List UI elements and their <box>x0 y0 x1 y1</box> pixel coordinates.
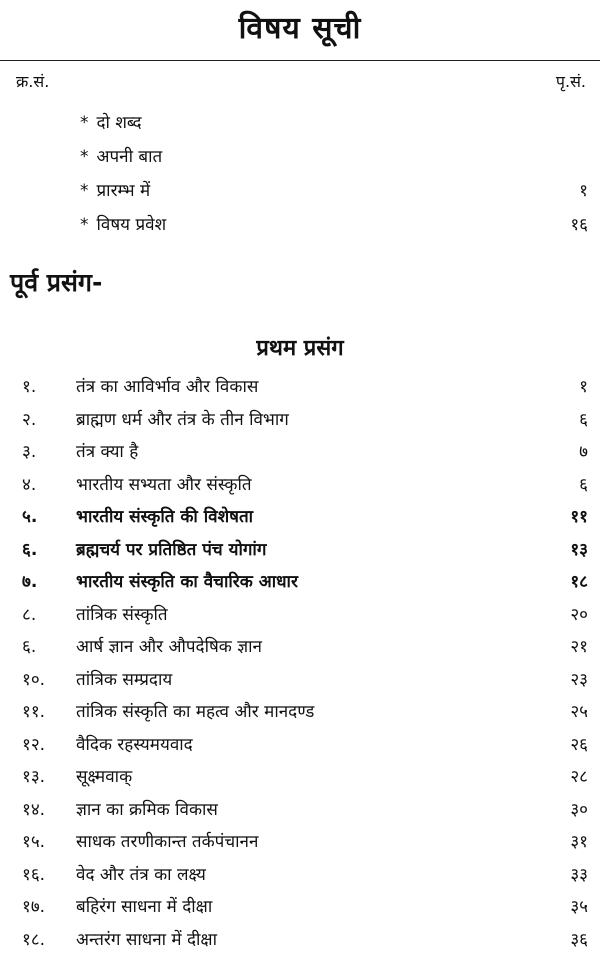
bullet-icon: * <box>80 215 89 235</box>
toc-row <box>22 634 588 667</box>
toc-number: २. <box>22 407 76 430</box>
toc-page: ३० <box>548 797 588 820</box>
intro-item-label: प्रारम्भ में <box>97 181 151 201</box>
toc-number: ३. <box>22 439 76 462</box>
toc-number: १८. <box>22 927 76 950</box>
toc-label: तंत्र क्या है <box>76 439 548 462</box>
bullet-icon: * <box>80 181 89 201</box>
toc-label: सूक्ष्मवाक् <box>76 764 548 787</box>
toc-row <box>22 667 588 700</box>
toc-label: तांत्रिक संस्कृति <box>76 602 548 625</box>
toc-label: वैदिक रहस्यमयवाद <box>76 732 548 755</box>
toc-page: २८ <box>548 764 588 787</box>
toc-row <box>22 699 588 732</box>
toc-row <box>22 439 588 472</box>
toc-row <box>22 504 588 537</box>
toc-page: ६ <box>548 407 588 430</box>
toc-list <box>22 374 588 959</box>
toc-label: तांत्रिक संस्कृति का महत्व और मानदण्ड <box>76 699 548 722</box>
toc-row <box>22 862 588 895</box>
toc-row <box>22 569 588 602</box>
toc-number: १२. <box>22 732 76 755</box>
intro-item-label: दो शब्द <box>97 113 142 133</box>
toc-page: २० <box>548 602 588 625</box>
section-heading: पूर्व प्रसंग- <box>10 265 102 299</box>
toc-row <box>22 829 588 862</box>
toc-label: तंत्र का आविर्भाव और विकास <box>76 374 548 397</box>
intro-item-label: विषय प्रवेश <box>97 215 167 235</box>
toc-row <box>22 797 588 830</box>
intro-item-label: अपनी बात <box>97 147 163 167</box>
toc-label: भारतीय सभ्यता और संस्कृति <box>76 472 548 495</box>
toc-label: भारतीय संस्कृति का वैचारिक आधार <box>76 569 548 592</box>
toc-page: ६ <box>548 472 588 495</box>
toc-page: १८ <box>548 569 588 592</box>
toc-row <box>22 407 588 440</box>
intro-item-page: १ <box>579 178 588 201</box>
page-title: विषय सूची <box>0 6 600 47</box>
serial-column-header: क्र.सं. <box>16 70 49 92</box>
intro-item <box>80 144 588 178</box>
intro-item <box>80 212 588 246</box>
toc-number: १४. <box>22 797 76 820</box>
intro-item <box>80 178 588 212</box>
bullet-icon: * <box>80 147 89 167</box>
toc-number: १०. <box>22 667 76 690</box>
toc-number: ६. <box>22 634 76 657</box>
toc-label: तांत्रिक सम्प्रदाय <box>76 667 548 690</box>
chapter-heading: प्रथम प्रसंग <box>0 332 600 362</box>
toc-page: २६ <box>548 732 588 755</box>
toc-page: २५ <box>548 699 588 722</box>
toc-label: ब्रह्मचर्य पर प्रतिष्ठित पंच योगांग <box>76 537 548 560</box>
toc-label: आर्ष ज्ञान और औपदेषिक ज्ञान <box>76 634 548 657</box>
intro-list <box>80 110 588 246</box>
toc-number: १७. <box>22 894 76 917</box>
toc-row <box>22 764 588 797</box>
intro-item-page: १६ <box>570 212 588 235</box>
toc-row <box>22 374 588 407</box>
toc-label: साधक तरणीकान्त तर्कपंचानन <box>76 829 548 852</box>
toc-row <box>22 894 588 927</box>
toc-number: ५. <box>22 504 76 527</box>
header-divider <box>0 60 600 61</box>
toc-number: ११. <box>22 699 76 722</box>
toc-label: भारतीय संस्कृति की विशेषता <box>76 504 548 527</box>
toc-page: ७ <box>548 439 588 462</box>
toc-row <box>22 927 588 959</box>
toc-number: ७. <box>22 569 76 592</box>
intro-item <box>80 110 588 144</box>
bullet-icon: * <box>80 113 89 133</box>
toc-page: ३१ <box>548 829 588 852</box>
toc-number: ६. <box>22 537 76 560</box>
toc-page: २३ <box>548 667 588 690</box>
toc-label: वेद और तंत्र का लक्ष्य <box>76 862 548 885</box>
toc-number: १. <box>22 374 76 397</box>
toc-label: बहिरंग साधना में दीक्षा <box>76 894 548 917</box>
toc-label: ज्ञान का क्रमिक विकास <box>76 797 548 820</box>
toc-page: २१ <box>548 634 588 657</box>
toc-page: ३६ <box>548 927 588 950</box>
toc-label: ब्राह्मण धर्म और तंत्र के तीन विभाग <box>76 407 548 430</box>
toc-page: १३ <box>548 537 588 560</box>
toc-page: ११ <box>548 504 588 527</box>
toc-number: १५. <box>22 829 76 852</box>
toc-number: ४. <box>22 472 76 495</box>
toc-number: १३. <box>22 764 76 787</box>
toc-page: ३३ <box>548 862 588 885</box>
toc-row <box>22 472 588 505</box>
toc-number: ८. <box>22 602 76 625</box>
toc-row <box>22 732 588 765</box>
toc-row <box>22 537 588 570</box>
toc-page: १ <box>548 374 588 397</box>
toc-row <box>22 602 588 635</box>
page-column-header: पृ.सं. <box>556 70 586 92</box>
toc-page: ३५ <box>548 894 588 917</box>
toc-label: अन्तरंग साधना में दीक्षा <box>76 927 548 950</box>
toc-number: १६. <box>22 862 76 885</box>
